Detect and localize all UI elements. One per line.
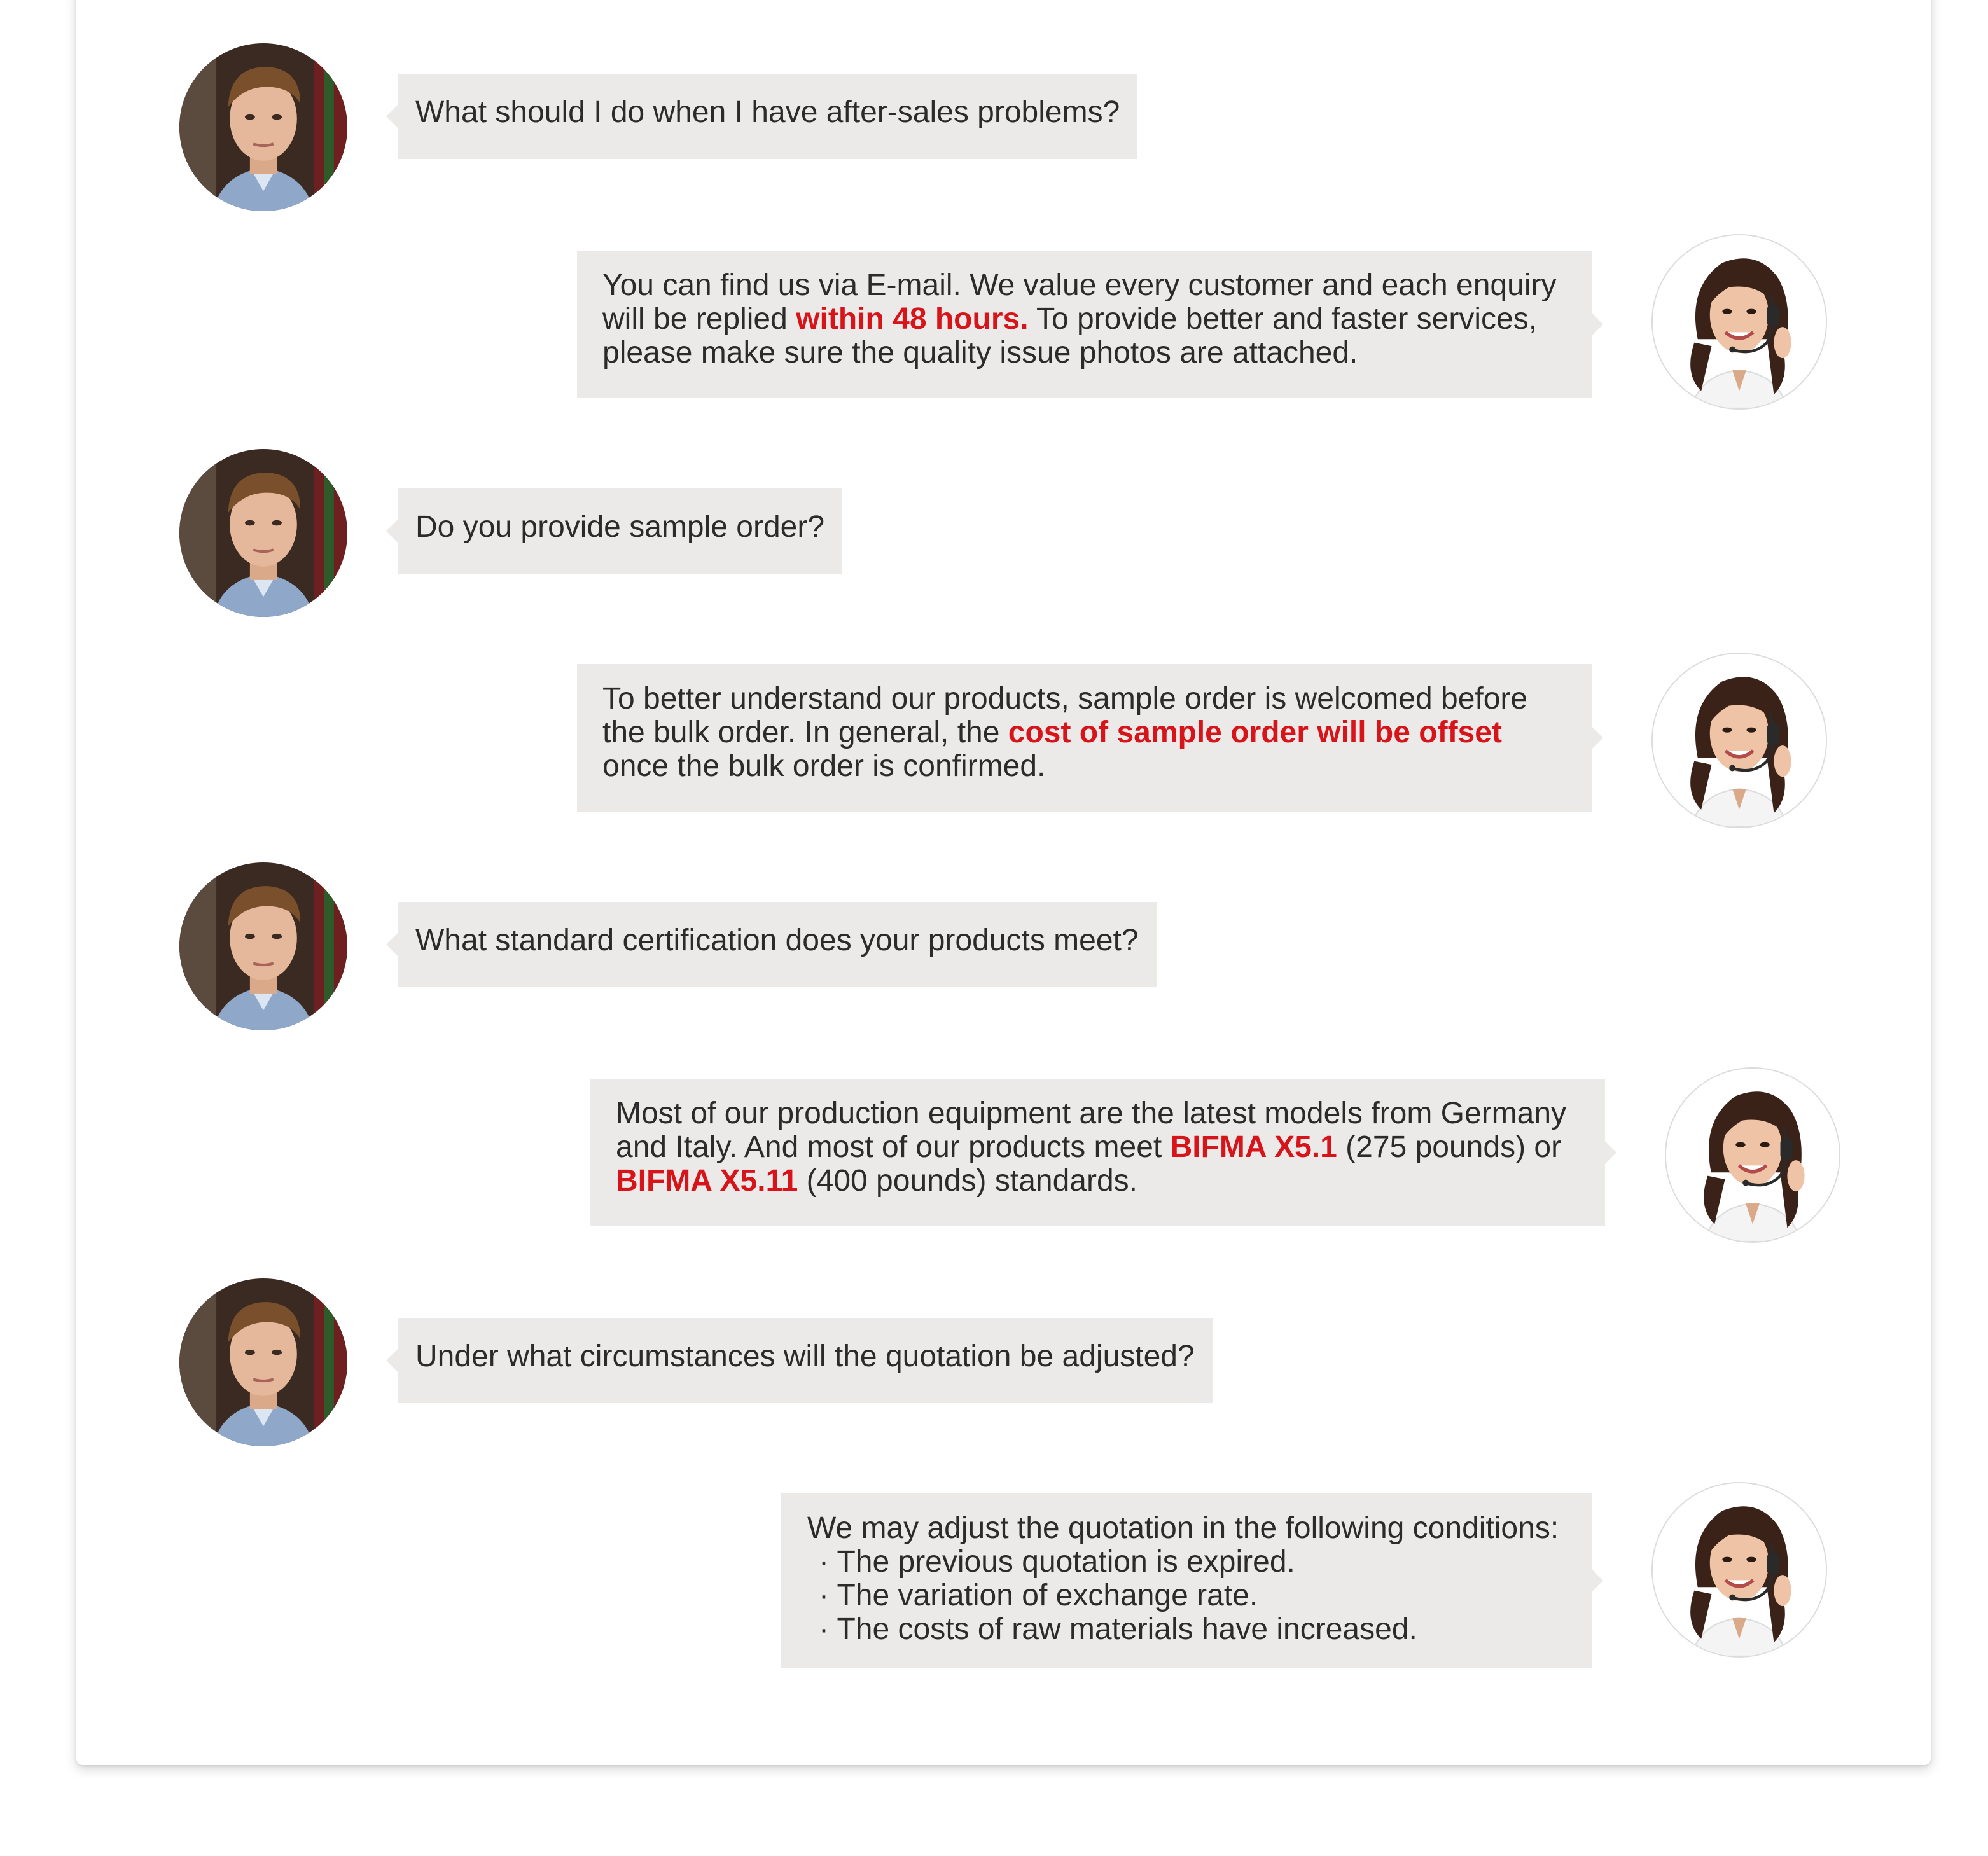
answer-highlight: within 48 hours. <box>796 302 1029 336</box>
agent-answer-bubble <box>590 1079 1605 1226</box>
support-agent-avatar-icon <box>1665 1067 1840 1243</box>
question-text: What should I do when I have after-sales problems? <box>415 95 1120 129</box>
condition-item: · The costs of raw materials have increased. <box>819 1612 1417 1646</box>
customer-question-bubble <box>398 74 1137 159</box>
customer-avatar-icon <box>179 1278 347 1446</box>
condition-item: · The previous quotation is expired. <box>819 1545 1295 1579</box>
faq-chat-card <box>76 0 1931 1765</box>
answer-text: To better understand our products, sample order is welcomed before the bulk order. In general, the <box>602 682 1528 749</box>
answer-highlight: cost of sample order will be offset <box>1008 716 1502 749</box>
answer-text: Most of our production equipment are the latest models from Germany and Italy. And most of our products meet <box>616 1097 1567 1164</box>
condition-item: · The variation of exchange rate. <box>819 1579 1258 1612</box>
answer-text: You can find us via E-mail. We value every customer and each enquiry will be replied <box>602 268 1557 336</box>
question-text: Do you provide sample order? <box>415 510 825 544</box>
customer-question-bubble <box>398 902 1157 987</box>
answer-text: (400 pounds) standards. <box>798 1164 1137 1198</box>
customer-question-bubble <box>398 1318 1213 1403</box>
support-agent-avatar-icon <box>1651 234 1827 410</box>
question-text: What standard certification does your products meet? <box>415 924 1139 957</box>
answer-text: (275 pounds) or <box>1337 1130 1562 1164</box>
question-text: Under what circumstances will the quotation be adjusted? <box>415 1340 1195 1373</box>
customer-avatar-icon <box>179 862 347 1030</box>
answer-text: once the bulk order is confirmed. <box>602 749 1046 783</box>
agent-answer-bubble <box>781 1493 1592 1668</box>
support-agent-avatar-icon <box>1651 653 1827 828</box>
support-agent-avatar-icon <box>1651 1482 1827 1658</box>
answer-highlight: BIFMA X5.1 <box>1170 1130 1337 1164</box>
customer-avatar-icon <box>179 43 347 211</box>
agent-answer-bubble <box>577 251 1592 398</box>
answer-intro: We may adjust the quotation in the following conditions: <box>807 1511 1559 1545</box>
customer-avatar-icon <box>179 449 347 617</box>
customer-question-bubble <box>398 488 842 574</box>
answer-text: To provide better and faster services, please make sure the quality issue photos are attached. <box>602 302 1538 370</box>
answer-highlight: BIFMA X5.11 <box>616 1164 798 1198</box>
agent-answer-bubble <box>577 664 1592 812</box>
